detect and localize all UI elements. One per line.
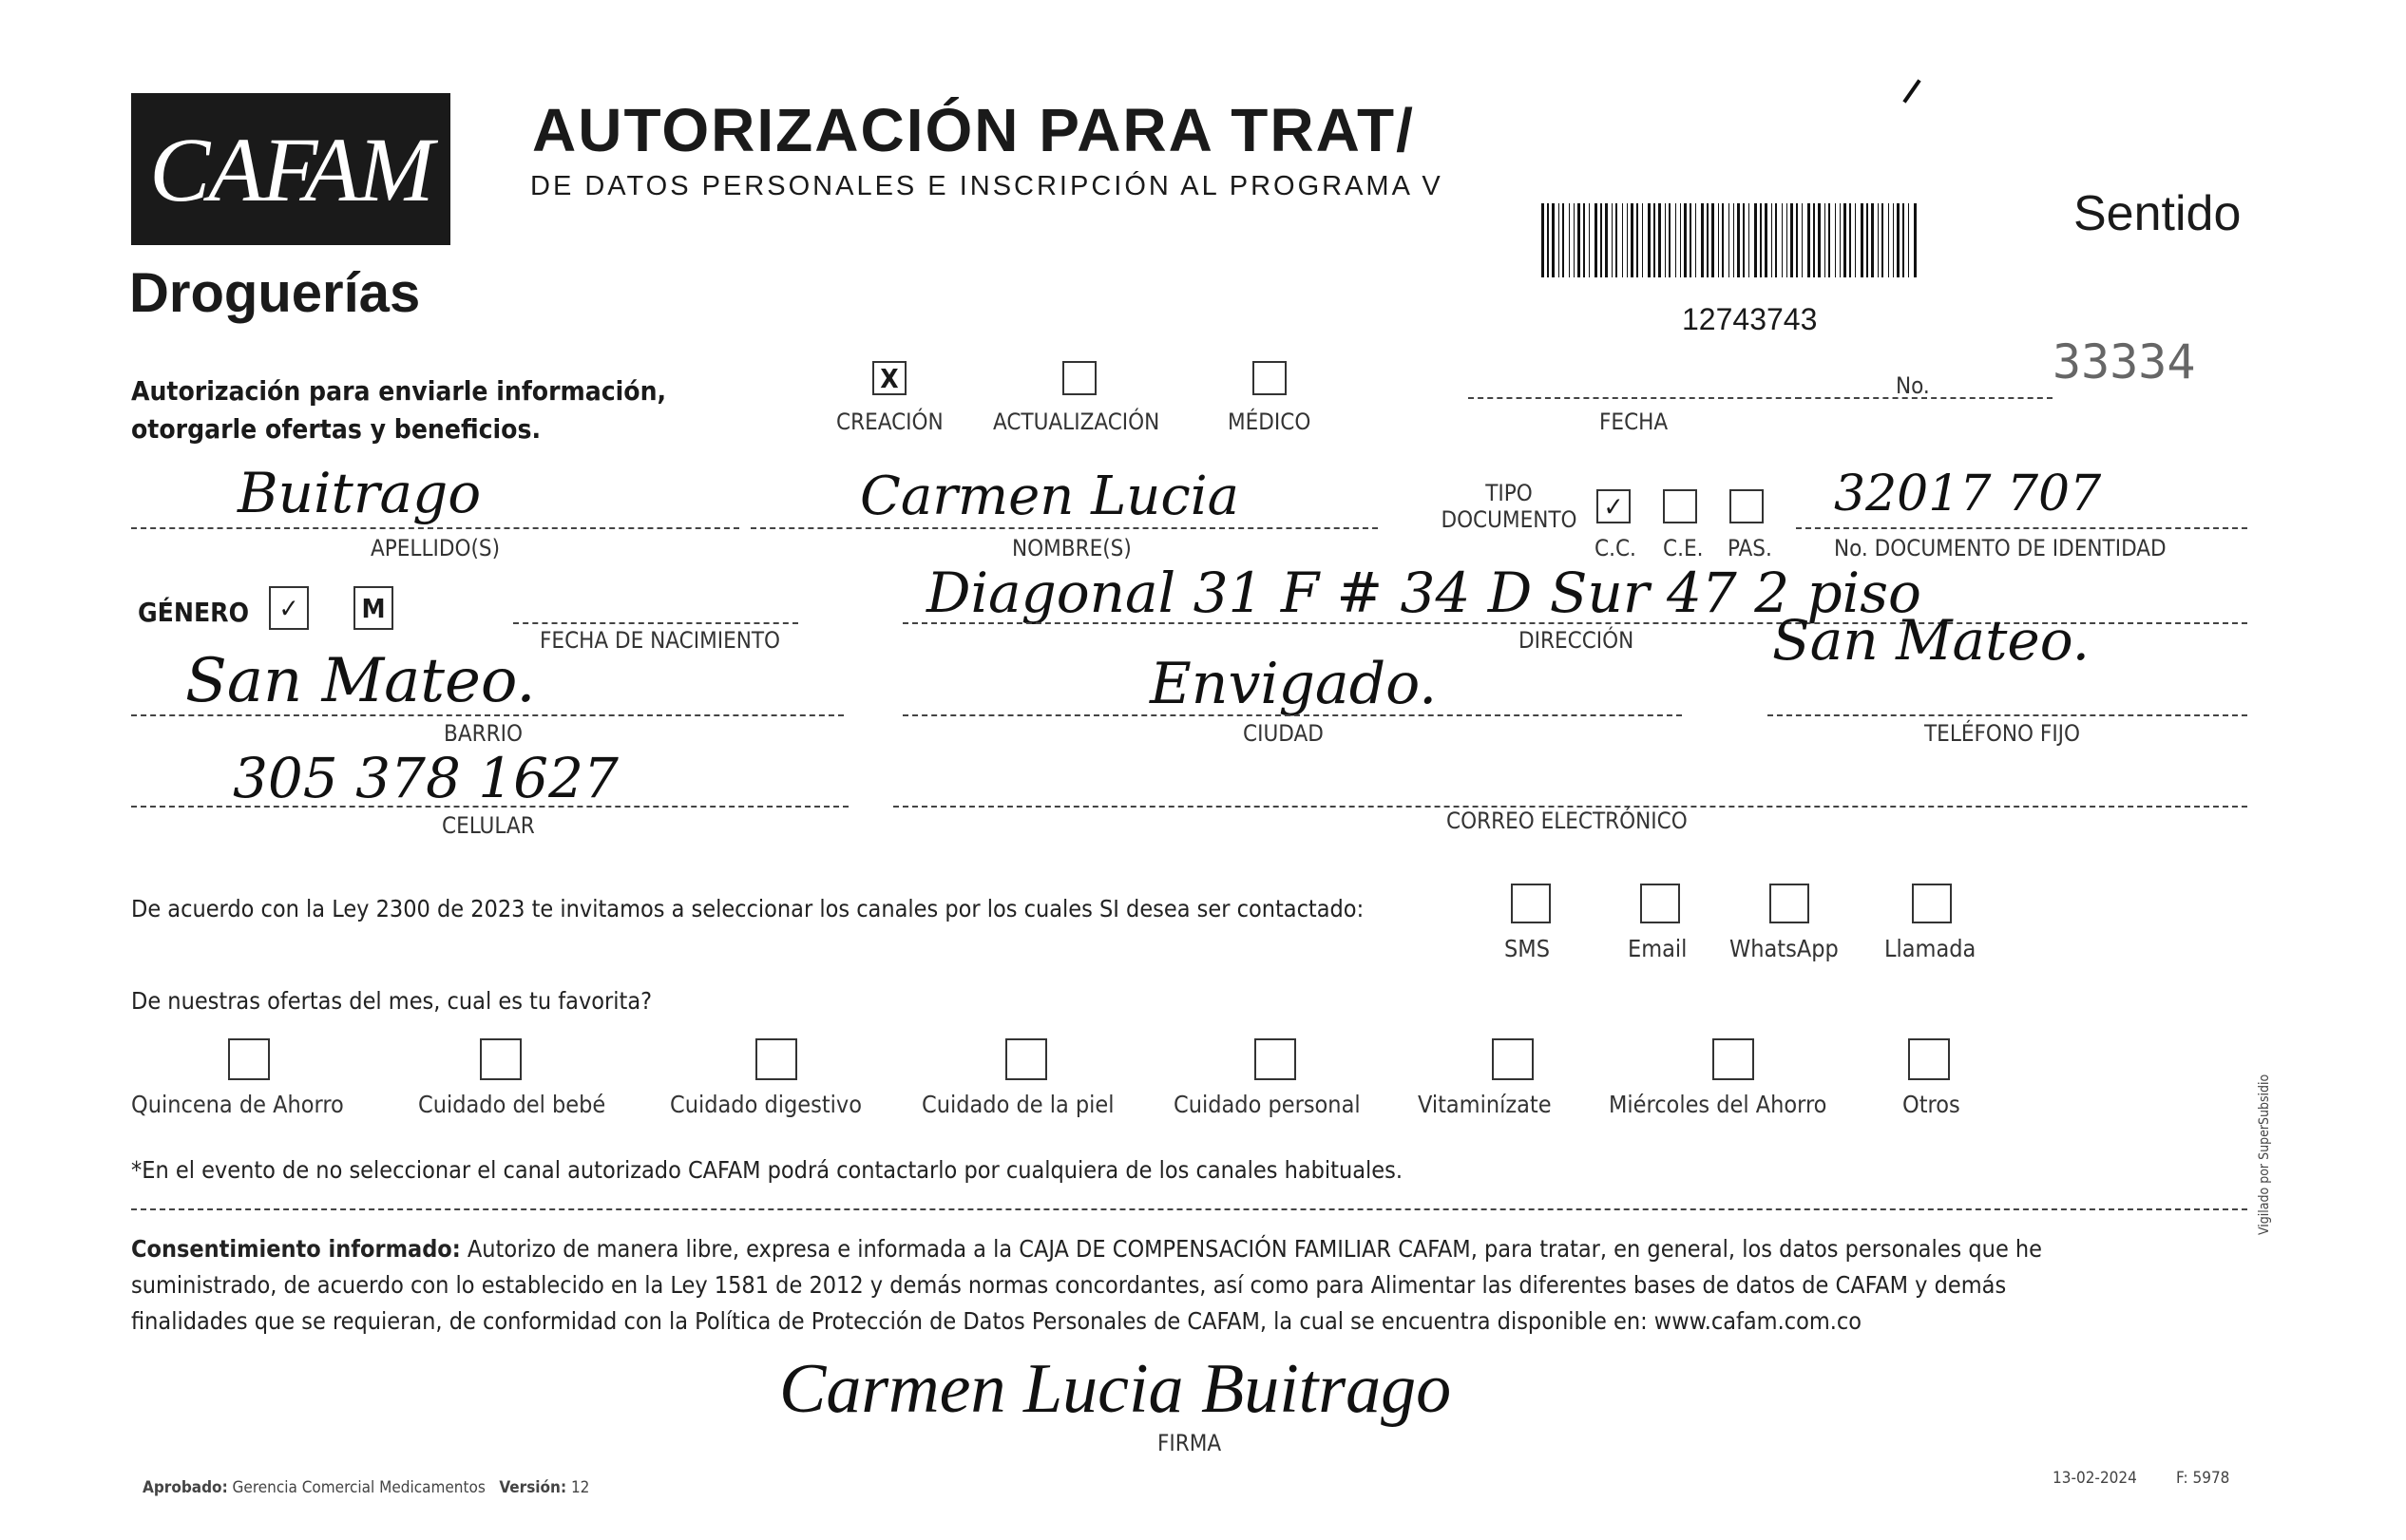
offer-miercoles-checkbox[interactable] <box>1712 1038 1754 1080</box>
apellidos-label: APELLIDO(S) <box>371 535 501 561</box>
celular-label: CELULAR <box>442 812 535 839</box>
barcode-bar <box>1861 203 1863 277</box>
nombres-value[interactable]: Carmen Lucia <box>860 466 1240 527</box>
version-label: Versión: <box>499 1478 567 1497</box>
barcode-number: 12743743 <box>1682 302 1818 336</box>
celular-value[interactable]: 305 378 1627 <box>233 746 619 810</box>
offer-miercoles-label: Miércoles del Ahorro <box>1609 1091 1827 1118</box>
direccion-value[interactable]: Diagonal 31 F # 34 D Sur 47 2 piso <box>926 561 1921 625</box>
barcode-bar <box>1583 203 1585 277</box>
ce-checkbox[interactable] <box>1663 489 1697 523</box>
ciudad-value[interactable]: Envigado. <box>1150 651 1438 717</box>
consent-block <box>131 1231 2250 1340</box>
barcode-bar <box>1914 203 1917 277</box>
consent-line-1: Autorizo de manera libre, expresa e informada a la CAJA DE COMPENSACIÓN FAMILIAR CAFAM, para tratar, en general, los datos personales que he <box>460 1235 2043 1263</box>
offer-vitaminizate-label: Vitaminízate <box>1418 1091 1552 1118</box>
consent-line-2: suministrado, de acuerdo con lo establecido en la Ley 1581 de 2012 y demás normas concordantes, así como para Alimentar las diferentes bases de datos de CAFAM y demás <box>131 1271 2007 1299</box>
barcode-image <box>1541 203 1921 277</box>
barcode-bar <box>1855 203 1856 277</box>
actualizacion-checkbox[interactable] <box>1062 361 1097 395</box>
nombres-label: NOMBRE(S) <box>1012 535 1132 561</box>
version-value: 12 <box>570 1478 590 1497</box>
barcode-bar <box>1902 203 1904 277</box>
barcode-bar <box>1790 203 1793 277</box>
nombres-line <box>751 527 1378 529</box>
correo-label: CORREO ELECTRÓNICO <box>1446 808 1688 834</box>
offer-personal-label: Cuidado personal <box>1174 1091 1361 1118</box>
barcode-bar <box>1547 203 1549 277</box>
barcode-bar <box>1569 203 1570 277</box>
offer-piel-checkbox[interactable] <box>1005 1038 1047 1080</box>
pas-label: PAS. <box>1728 535 1772 561</box>
barcode-bar <box>1796 203 1798 277</box>
barcode-bar <box>1552 203 1555 277</box>
barcode-bar <box>1558 203 1559 277</box>
whatsapp-label: WhatsApp <box>1729 935 1839 962</box>
offer-bebe-checkbox[interactable] <box>480 1038 522 1080</box>
brand-name: Droguerías <box>129 262 421 324</box>
barcode-bar <box>1775 203 1777 277</box>
llamada-checkbox[interactable] <box>1912 884 1952 923</box>
barcode-bar <box>1866 203 1868 277</box>
barcode-bar <box>1743 203 1745 277</box>
barcode-bar <box>1669 203 1671 277</box>
footer-date: 13-02-2024 <box>2053 1469 2137 1488</box>
channels-prompt: De acuerdo con la Ley 2300 de 2023 te invitamos a seleccionar los canales por los cuales SI desea ser contactado: <box>131 895 1365 922</box>
celular-line <box>131 806 849 808</box>
genero-f-checkbox[interactable]: ✓ <box>269 586 309 630</box>
barcode-bar <box>1733 203 1734 277</box>
footer-approval <box>143 1478 589 1497</box>
barcode-bar <box>1707 203 1709 277</box>
email-label: Email <box>1628 935 1688 962</box>
barcode-bar <box>1653 203 1655 277</box>
apellidos-value[interactable]: Buitrago <box>238 461 482 525</box>
barcode-bar <box>1871 203 1874 277</box>
auth-line-1: Autorización para enviarle información, <box>131 375 667 407</box>
serial-line <box>1796 397 2053 399</box>
barcode-bar <box>1881 203 1883 277</box>
barcode-bar <box>1849 203 1851 277</box>
barcode-bar <box>1737 203 1740 277</box>
barcode-bar <box>1771 203 1772 277</box>
ciudad-label: CIUDAD <box>1243 720 1324 747</box>
genero-m-checkbox[interactable]: M <box>353 586 393 630</box>
form-title: AUTORIZACIÓN PARA TRAT/ <box>532 96 1415 164</box>
sms-label: SMS <box>1504 935 1550 962</box>
separator-line <box>131 1208 2247 1210</box>
medico-checkbox[interactable] <box>1252 361 1287 395</box>
sms-checkbox[interactable] <box>1511 884 1551 923</box>
barcode-bar <box>1636 203 1638 277</box>
barcode-bar <box>1893 203 1894 277</box>
side-vigilado-text: Vigilado por SuperSubsidio <box>2257 1074 2272 1235</box>
barcode-bar <box>1701 203 1704 277</box>
barcode-bar <box>1690 203 1691 277</box>
barcode-bar <box>1754 203 1757 277</box>
barcode-bar <box>1622 203 1623 277</box>
barcode-bar <box>1786 203 1787 277</box>
offer-quincena-checkbox[interactable] <box>228 1038 270 1080</box>
barcode-bar <box>1828 203 1830 277</box>
barcode-bar <box>1748 203 1749 277</box>
barcode-bar <box>1675 203 1676 277</box>
telefono-label: TELÉFONO FIJO <box>1924 720 2081 747</box>
barcode-bar <box>1541 203 1544 277</box>
barcode-bar <box>1684 203 1687 277</box>
barcode-bar <box>1600 203 1602 277</box>
barcode-bar <box>1665 203 1666 277</box>
barcode-bar <box>1897 203 1900 277</box>
medico-label: MÉDICO <box>1228 409 1311 435</box>
barrio-label: BARRIO <box>444 720 523 747</box>
barcode-bar <box>1888 203 1889 277</box>
ciudad-line <box>903 714 1682 716</box>
genero-label: GÉNERO <box>138 597 249 628</box>
consent-title: Consentimiento informado: <box>131 1235 461 1263</box>
barcode-bar <box>1711 203 1714 277</box>
creacion-checkbox[interactable]: X <box>872 361 907 395</box>
pas-checkbox[interactable] <box>1729 489 1764 523</box>
offers-prompt: De nuestras ofertas del mes, cual es tu favorita? <box>131 987 653 1015</box>
barcode-bar <box>1878 203 1879 277</box>
ce-label: C.E. <box>1663 535 1704 561</box>
cc-checkbox[interactable]: ✓ <box>1596 489 1631 523</box>
tipo-documento-label: TIPO DOCUMENTO <box>1441 480 1577 533</box>
authorization-heading <box>131 372 666 448</box>
barcode-bar <box>1728 203 1729 277</box>
barcode-bar <box>1658 203 1661 277</box>
actualizacion-label: ACTUALIZACIÓN <box>993 409 1160 435</box>
direccion-extra: San Mateo. <box>1772 608 2091 673</box>
barcode-bar <box>1835 203 1836 277</box>
barcode-bar <box>1840 203 1841 277</box>
barcode-bar <box>1802 203 1803 277</box>
pen-mark <box>1902 79 1920 103</box>
nacimiento-line <box>513 622 798 624</box>
direccion-label: DIRECCIÓN <box>1518 627 1634 654</box>
barcode-bar <box>1648 203 1651 277</box>
barcode-bar <box>1813 203 1815 277</box>
offer-quincena-label: Quincena de Ahorro <box>131 1091 344 1118</box>
offer-digestivo-label: Cuidado digestivo <box>670 1091 862 1118</box>
serial-label: No. <box>1896 372 1930 399</box>
barcode-bar <box>1594 203 1597 277</box>
llamada-label: Llamada <box>1884 935 1976 962</box>
footer-code: F: 5978 <box>2176 1469 2230 1488</box>
barcode-bar <box>1577 203 1580 277</box>
offer-otros-checkbox[interactable] <box>1908 1038 1950 1080</box>
offer-otros-label: Otros <box>1902 1091 1960 1118</box>
barcode-bar <box>1843 203 1846 277</box>
creacion-label: CREACIÓN <box>836 409 944 435</box>
barcode-bar <box>1765 203 1767 277</box>
fecha-label: FECHA <box>1599 409 1669 435</box>
barcode-bar <box>1562 203 1564 277</box>
logo-text: CAFAM <box>149 118 432 220</box>
fecha-line <box>1468 397 1801 399</box>
barrio-line <box>131 714 844 716</box>
signature-label: FIRMA <box>1157 1430 1222 1456</box>
consent-line-3: finalidades que se requieran, de conformidad con la Política de Protección de Datos Personales de CAFAM, la cual se encuentra disponible en: www.cafam.com.co <box>131 1307 1862 1335</box>
barcode-bar <box>1574 203 1575 277</box>
documento-value[interactable]: 32017 707 <box>1834 466 2102 523</box>
whatsapp-checkbox[interactable] <box>1769 884 1809 923</box>
telefono-line <box>1767 714 2247 716</box>
barcode-bar <box>1718 203 1719 277</box>
barcode-bar <box>1615 203 1617 277</box>
form-subtitle: DE DATOS PERSONALES E INSCRIPCIÓN AL PROGRAMA V <box>530 171 1443 201</box>
signature-value[interactable]: Carmen Lucia Buitrago <box>779 1350 1452 1428</box>
auth-line-2: otorgarle ofertas y beneficios. <box>131 413 542 445</box>
sentido-logo: Sentido <box>2073 186 2242 241</box>
documento-line <box>1796 527 2247 529</box>
offer-digestivo-checkbox[interactable] <box>755 1038 797 1080</box>
barcode-bar <box>1824 203 1825 277</box>
aprobado-value: Gerencia Comercial Medicamentos <box>232 1478 486 1497</box>
barcode-bar <box>1631 203 1633 277</box>
barcode-bar <box>1627 203 1628 277</box>
footnote: *En el evento de no seleccionar el canal autorizado CAFAM podrá contactarlo por cualquiera de los canales habituales. <box>131 1156 1403 1184</box>
nacimiento-label: FECHA DE NACIMIENTO <box>540 627 781 654</box>
barcode-bar <box>1782 203 1783 277</box>
barcode-bar <box>1589 203 1590 277</box>
offer-vitaminizate-checkbox[interactable] <box>1492 1038 1534 1080</box>
cafam-logo <box>131 93 450 245</box>
barcode-bar <box>1612 203 1613 277</box>
offer-personal-checkbox[interactable] <box>1254 1038 1296 1080</box>
barcode-bar <box>1695 203 1696 277</box>
barcode-bar <box>1818 203 1821 277</box>
offer-bebe-label: Cuidado del bebé <box>418 1091 606 1118</box>
serial-number: 33334 <box>2053 334 2196 390</box>
barrio-value[interactable]: San Mateo. <box>185 646 536 716</box>
barcode-bar <box>1642 203 1643 277</box>
barcode-bar <box>1908 203 1909 277</box>
barcode-bar <box>1807 203 1810 277</box>
apellidos-line <box>131 527 739 529</box>
barcode-bar <box>1722 203 1724 277</box>
barcode-bar <box>1760 203 1762 277</box>
email-checkbox[interactable] <box>1640 884 1680 923</box>
documento-label: No. DOCUMENTO DE IDENTIDAD <box>1834 535 2167 561</box>
barcode-bar <box>1680 203 1681 277</box>
offer-piel-label: Cuidado de la piel <box>922 1091 1115 1118</box>
aprobado-label: Aprobado: <box>143 1478 228 1497</box>
cc-label: C.C. <box>1594 535 1636 561</box>
barcode-bar <box>1605 203 1608 277</box>
